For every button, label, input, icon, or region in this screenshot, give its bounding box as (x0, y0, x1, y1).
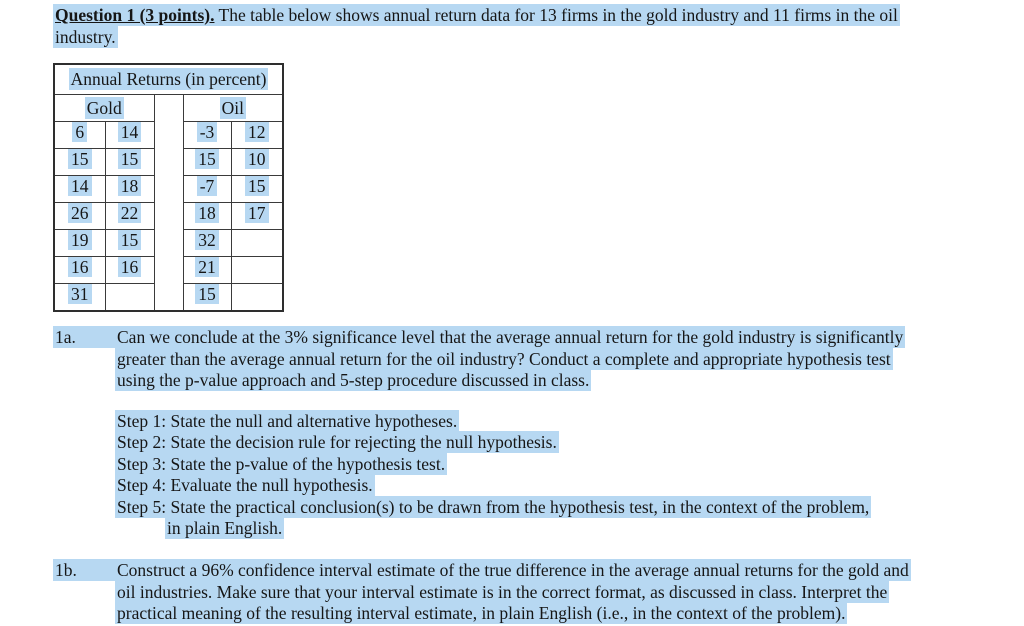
gold-cell (54, 122, 105, 149)
oil-cell (183, 203, 231, 230)
return-value: 32 (195, 230, 219, 250)
gold-cell (54, 203, 105, 230)
return-value: 26 (68, 203, 92, 223)
intro-line-2 (53, 27, 900, 49)
q1b-line-1 (53, 560, 911, 582)
returns-table (53, 63, 284, 312)
return-value: 16 (118, 257, 142, 277)
step-line (53, 497, 905, 519)
oil-cell (183, 230, 231, 257)
return-value: 18 (118, 176, 142, 196)
step-line (53, 411, 905, 433)
return-value: 14 (118, 122, 142, 142)
oil-header: Oil (221, 97, 244, 118)
gold-cell (54, 257, 105, 284)
table-group-row (54, 95, 283, 122)
return-value: 15 (68, 149, 92, 169)
oil-cell (231, 122, 283, 149)
q1b-line-3 (53, 603, 911, 625)
return-value: 6 (72, 122, 87, 142)
step-line (53, 518, 905, 540)
return-value: 16 (68, 257, 92, 277)
gold-cell (105, 149, 154, 176)
oil-cell (183, 176, 231, 203)
step-text: Step 2: State the decision rule for rejecting the null hypothesis. (117, 432, 557, 452)
q1a-line-1 (53, 327, 905, 349)
step-text: in plain English. (167, 518, 283, 538)
question-1b (53, 560, 911, 625)
gold-header: Gold (86, 97, 122, 118)
return-value: 10 (245, 149, 269, 169)
question-title: Question 1 (3 points). (55, 5, 215, 25)
gold-cell (105, 203, 154, 230)
return-value: 15 (118, 230, 142, 250)
step-text: Step 3: State the p-value of the hypothesis test. (117, 453, 446, 474)
return-value: 31 (68, 284, 92, 304)
return-value: 14 (68, 176, 92, 196)
oil-cell (231, 257, 283, 284)
return-value: 15 (195, 284, 219, 304)
oil-cell (183, 149, 231, 176)
gold-cell (105, 176, 154, 203)
gold-cell (54, 176, 105, 203)
oil-cell (183, 257, 231, 284)
return-value: 19 (68, 230, 92, 250)
table-title-row (54, 64, 283, 95)
oil-cell (231, 284, 283, 312)
oil-cell (183, 122, 231, 149)
gold-cell (105, 284, 154, 312)
gold-cell (54, 230, 105, 257)
q1b-text-wrap: practical meaning of the resulting interval estimate, in plain English (i.e., in the context of the problem). (117, 603, 846, 623)
intro-paragraph (53, 5, 900, 48)
intro-text: The table below shows annual return data for 13 firms in the gold industry and 11 firms in the oil (214, 5, 898, 25)
gold-cell (105, 257, 154, 284)
oil-cell (231, 230, 283, 257)
q1b-text: Construct a 96% confidence interval estimate of the true difference in the average annual returns for the gold and (117, 560, 909, 580)
steps-list (53, 411, 905, 540)
return-value: 21 (195, 257, 219, 277)
table-title-cell (54, 64, 283, 95)
oil-cell (231, 176, 283, 203)
q1a-line-3 (53, 370, 905, 392)
return-value: -3 (197, 122, 218, 142)
return-value: 15 (195, 149, 219, 169)
q1a-line-2 (53, 349, 905, 371)
gold-cell (54, 284, 105, 312)
return-value: 17 (245, 203, 269, 223)
question-label-1a: 1a. (55, 327, 76, 347)
step-text: Step 1: State the null and alternative hypotheses. (117, 410, 458, 431)
oil-cell (231, 203, 283, 230)
step-line (53, 432, 905, 454)
return-value: 12 (245, 122, 269, 142)
oil-cell (231, 149, 283, 176)
q1b-text-wrap: oil industries. Make sure that your interval estimate is in the correct format, as discussed in class. Interpret the (117, 581, 888, 602)
q1a-text-wrap: using the p-value approach and 5-step procedure discussed in class. (117, 370, 590, 390)
return-value: 22 (118, 203, 142, 223)
return-value: 15 (118, 149, 142, 169)
intro-text-wrap: industry. (55, 26, 116, 47)
spacer-cell (154, 95, 183, 312)
return-value: 18 (195, 203, 219, 223)
q1b-line-2 (53, 582, 911, 604)
gold-cell (105, 230, 154, 257)
return-value: -7 (197, 176, 218, 196)
oil-cell (183, 284, 231, 312)
step-text: Step 5: State the practical conclusion(s) to be drawn from the hypothesis test, in the context of the problem, (117, 496, 870, 517)
intro-line-1 (53, 5, 900, 27)
q1a-text: Can we conclude at the 3% significance level that the average annual return for the gold industry is significantly (117, 327, 904, 347)
question-label-1b: 1b. (55, 560, 77, 580)
return-value: 15 (245, 176, 269, 196)
step-line (53, 475, 905, 497)
question-1a (53, 327, 905, 540)
table-title: Annual Returns (in percent) (70, 69, 267, 89)
returns-table-body (54, 64, 283, 311)
gold-cell (105, 122, 154, 149)
step-text: Step 4: Evaluate the null hypothesis. (117, 475, 373, 495)
oil-header-cell (183, 95, 283, 122)
gold-header-cell (54, 95, 154, 122)
step-line (53, 454, 905, 476)
q1a-text-wrap: greater than the average annual return for the oil industry? Conduct a complete and appropriate hypothesis test (117, 348, 891, 369)
gold-cell (54, 149, 105, 176)
